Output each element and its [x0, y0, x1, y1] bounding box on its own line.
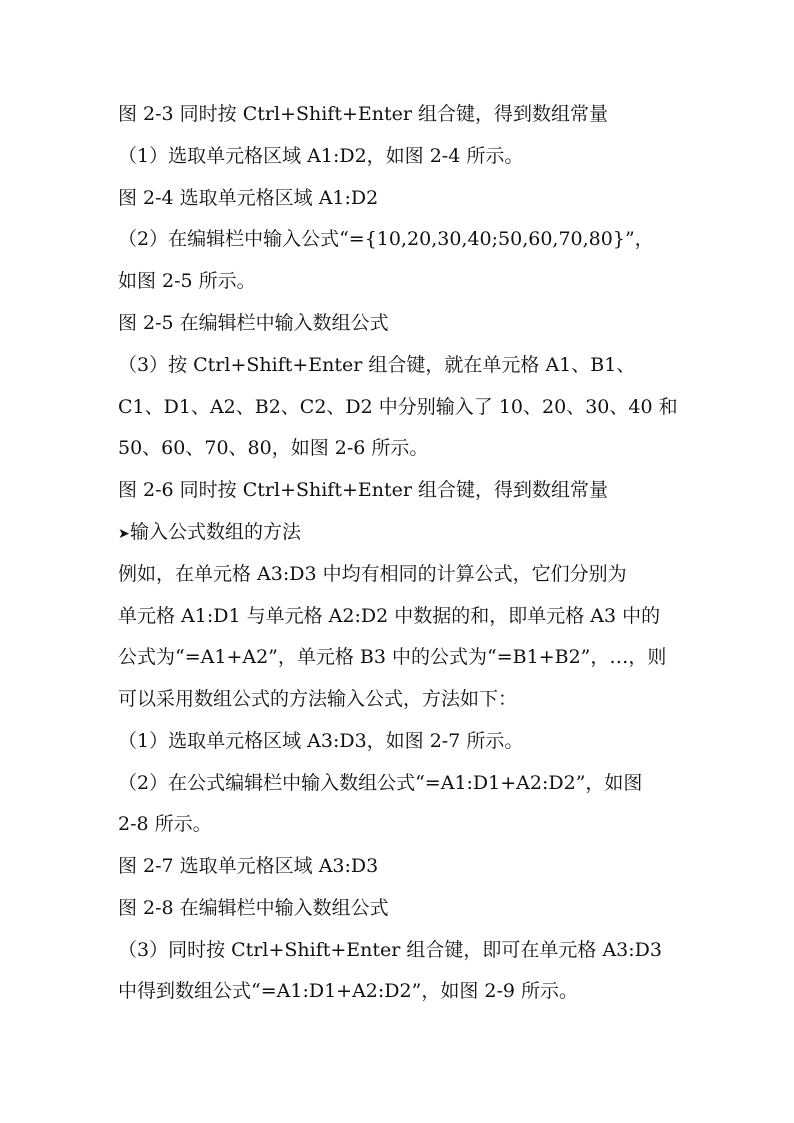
figure-caption-2-3: 图 2-3 同时按 Ctrl+Shift+Enter 组合键，得到数组常量 — [118, 103, 608, 125]
figure-caption-2-7: 图 2-7 选取单元格区域 A3:D3 — [118, 855, 379, 877]
step-paragraph: （2）在公式编辑栏中输入数组公式“=A1:D1+A2:D2”，如图 — [118, 772, 643, 794]
body-paragraph-continuation: 公式为“=A1+A2”，单元格 B3 中的公式为“=B1+B2”，…，则 — [118, 646, 667, 668]
body-paragraph-continuation: 可以采用数组公式的方法输入公式，方法如下： — [118, 688, 518, 710]
step-paragraph: （1）选取单元格区域 A1:D2，如图 2-4 所示。 — [118, 145, 524, 167]
arrowhead-bullet-icon: ➤ — [118, 526, 130, 542]
step-paragraph-continuation: 中得到数组公式“=A1:D1+A2:D2”，如图 2-9 所示。 — [118, 980, 579, 1002]
section-heading — [118, 519, 688, 547]
body-paragraph: 例如，在单元格 A3:D3 中均有相同的计算公式，它们分别为 — [118, 563, 627, 585]
step-paragraph: （1）选取单元格区域 A3:D3，如图 2-7 所示。 — [118, 730, 524, 752]
step-paragraph-continuation: 如图 2-5 所示。 — [118, 270, 256, 292]
step-paragraph: （3）按 Ctrl+Shift+Enter 组合键，就在单元格 A1、B1、 — [118, 354, 636, 376]
section-heading-text: 输入公式数组的方法 — [130, 521, 302, 543]
step-paragraph: （3）同时按 Ctrl+Shift+Enter 组合键，即可在单元格 A3:D3 — [118, 939, 662, 961]
step-paragraph: （2）在编辑栏中输入公式“={10,20,30,40;50,60,70,80}”， — [118, 228, 654, 250]
step-paragraph-continuation: C1、D1、A2、B2、C2、D2 中分别输入了 10、20、30、40 和 — [118, 396, 678, 418]
figure-caption-2-5: 图 2-5 在编辑栏中输入数组公式 — [118, 312, 389, 334]
figure-caption-2-8: 图 2-8 在编辑栏中输入数组公式 — [118, 897, 389, 919]
step-paragraph-continuation: 2-8 所示。 — [118, 813, 212, 835]
step-paragraph-continuation: 50、60、70、80，如图 2-6 所示。 — [118, 437, 429, 459]
figure-caption-2-6: 图 2-6 同时按 Ctrl+Shift+Enter 组合键，得到数组常量 — [118, 479, 608, 501]
body-paragraph-continuation: 单元格 A1:D1 与单元格 A2:D2 中数据的和，即单元格 A3 中的 — [118, 605, 661, 627]
figure-caption-2-4: 图 2-4 选取单元格区域 A1:D2 — [118, 187, 379, 209]
